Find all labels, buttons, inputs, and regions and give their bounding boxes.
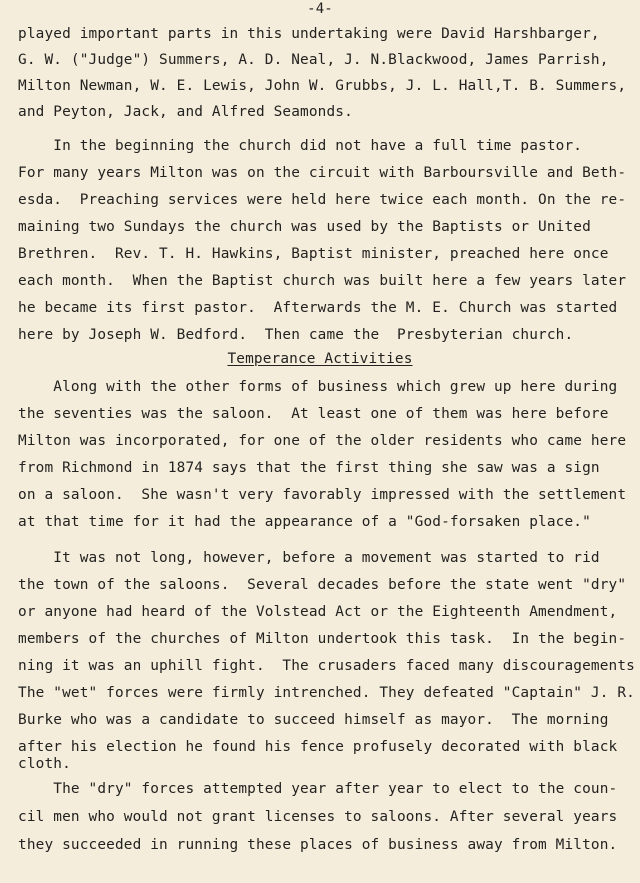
- text-line: The "dry" forces attempted year after year to elect to the coun-: [18, 781, 618, 797]
- text-line: ning it was an uphill fight. The crusaders faced many discouragements: [18, 658, 635, 674]
- text-line: In the beginning the church did not have a full time pastor.: [18, 138, 583, 154]
- text-line: played important parts in this undertaking were David Harshbarger,: [18, 26, 600, 42]
- text-line: he became its first pastor. Afterwards the M. E. Church was started: [18, 300, 618, 316]
- text-line: cil men who would not grant licenses to saloons. After several years: [18, 809, 618, 825]
- text-line: Along with the other forms of business which grew up here during: [18, 379, 618, 395]
- text-line: or anyone had heard of the Volstead Act or the Eighteenth Amendment,: [18, 604, 618, 620]
- text-line: the seventies was the saloon. At least one of them was here before: [18, 406, 609, 422]
- text-line: maining two Sundays the church was used by the Baptists or United: [18, 219, 591, 235]
- text-line: on a saloon. She wasn't very favorably impressed with the settlement: [18, 487, 627, 503]
- text-line: cloth.: [18, 756, 71, 772]
- text-line: Milton Newman, W. E. Lewis, John W. Grubbs, J. L. Hall,T. B. Summers,: [18, 78, 627, 94]
- page-number: -4-: [307, 1, 333, 17]
- text-line: Brethren. Rev. T. H. Hawkins, Baptist minister, preached here once: [18, 246, 609, 262]
- text-line: after his election he found his fence profusely decorated with black: [18, 739, 618, 755]
- text-line: from Richmond in 1874 says that the first thing she saw was a sign: [18, 460, 600, 476]
- text-line: For many years Milton was on the circuit with Barboursville and Beth-: [18, 165, 627, 181]
- text-line: each month. When the Baptist church was built here a few years later: [18, 273, 627, 289]
- text-line: and Peyton, Jack, and Alfred Seamonds.: [18, 104, 353, 120]
- text-line: It was not long, however, before a movement was started to rid: [18, 550, 600, 566]
- text-line: G. W. ("Judge") Summers, A. D. Neal, J. N.Blackwood, James Parrish,: [18, 52, 609, 68]
- section-heading: [0, 350, 640, 368]
- text-line: Burke who was a candidate to succeed himself as mayor. The morning: [18, 712, 609, 728]
- text-line: members of the churches of Milton undertook this task. In the begin-: [18, 631, 627, 647]
- text-line: the town of the saloons. Several decades before the state went "dry": [18, 577, 627, 593]
- text-line: Milton was incorporated, for one of the older residents who came here: [18, 433, 627, 449]
- text-line: The "wet" forces were firmly intrenched. They defeated "Captain" J. R.: [18, 685, 635, 701]
- text-line: they succeeded in running these places of business away from Milton.: [18, 837, 618, 853]
- section-heading-text: Temperance Activities: [227, 351, 413, 367]
- text-line: here by Joseph W. Bedford. Then came the Presbyterian church.: [18, 327, 574, 343]
- text-line: at that time for it had the appearance of a "God-forsaken place.": [18, 514, 591, 530]
- text-line: esda. Preaching services were held here twice each month. On the re-: [18, 192, 627, 208]
